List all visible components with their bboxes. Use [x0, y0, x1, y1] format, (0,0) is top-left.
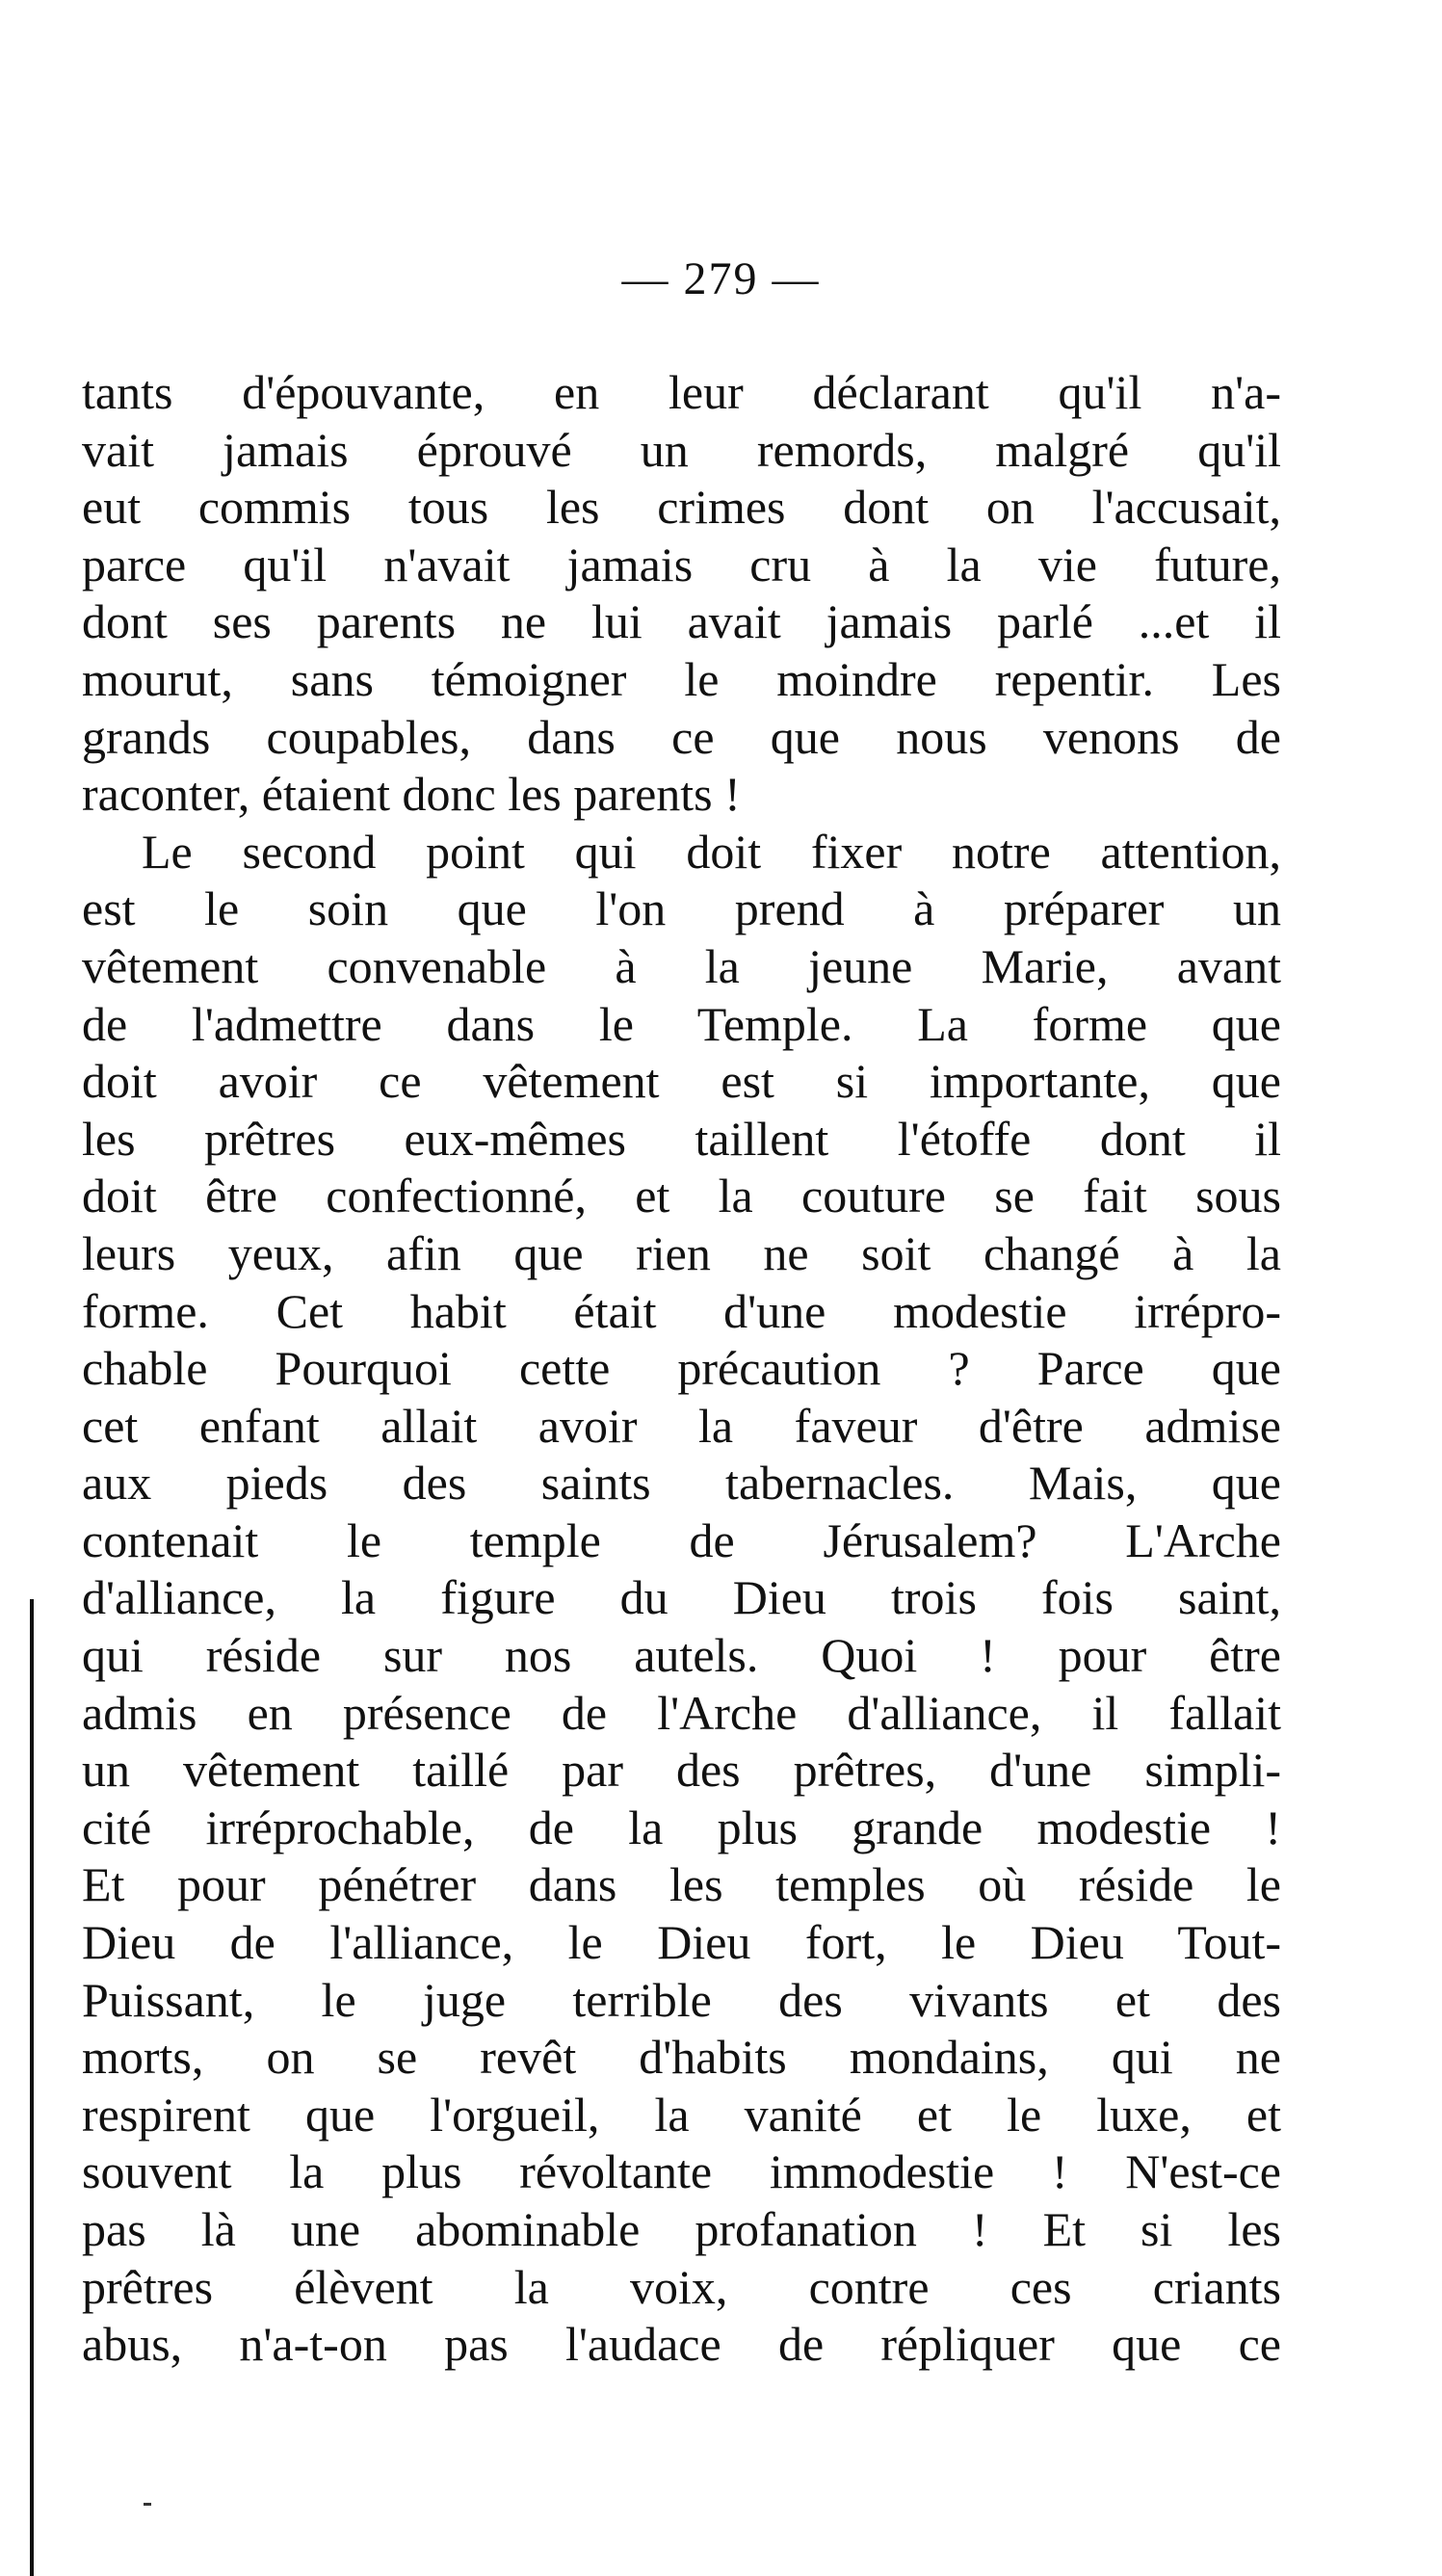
text-line: doit être confectionné, et la couture se fait sous [82, 1169, 1281, 1223]
text-line: pas là une abominable profanation ! Et si les [82, 2202, 1281, 2256]
text-line: cet enfant allait avoir la faveur d'être admise [82, 1398, 1281, 1453]
text-line: forme. Cet habit était d'une modestie irrépro- [82, 1283, 1281, 1338]
page-number: — 279 — [621, 253, 821, 304]
text-line: qui réside sur nos autels. Quoi ! pour être [82, 1628, 1281, 1683]
scan-speck [144, 2503, 151, 2506]
text-line: leurs yeux, afin que rien ne soit changé à la [82, 1225, 1281, 1280]
text-line: respirent que l'orgueil, la vanité et le luxe, et [82, 2087, 1281, 2142]
page-edge-rule [30, 1599, 34, 2576]
text-line: est le soin que l'on prend à préparer un [82, 881, 1281, 936]
text-line: souvent la plus révoltante immodestie ! N'est-ce [82, 2144, 1281, 2199]
text-line: les prêtres eux-mêmes taillent l'étoffe dont il [82, 1111, 1281, 1166]
text-line: vêtement convenable à la jeune Marie, avant [82, 938, 1281, 993]
text-line: Et pour pénétrer dans les temples où réside le [82, 1857, 1281, 1912]
text-line: dont ses parents ne lui avait jamais parlé ...et il [82, 594, 1281, 649]
text-line: cité irréprochable, de la plus grande modestie ! [82, 1800, 1281, 1854]
text-line: parce qu'il n'avait jamais cru à la vie future, [82, 537, 1281, 591]
text-line: Dieu de l'alliance, le Dieu fort, le Dieu Tout- [82, 1915, 1281, 1970]
text-line: doit avoir ce vêtement est si importante, que [82, 1054, 1281, 1109]
body-text [82, 364, 1281, 2374]
text-line: grands coupables, dans ce que nous venons de [82, 709, 1281, 764]
text-line: tants d'épouvante, en leur déclarant qu'il n'a- [82, 365, 1281, 419]
text-line: abus, n'a-t-on pas l'audace de répliquer que ce [82, 2317, 1281, 2372]
text-line: chable Pourquoi cette précaution ? Parce que [82, 1341, 1281, 1396]
paragraph-start-line: Le second point qui doit fixer notre attention, [142, 824, 1281, 879]
text-line: prêtres élèvent la voix, contre ces criants [82, 2259, 1281, 2314]
text-line: de l'admettre dans le Temple. La forme que [82, 996, 1281, 1051]
text-line: Puissant, le juge terrible des vivants et des [82, 1972, 1281, 2027]
text-line: un vêtement taillé par des prêtres, d'une simpli- [82, 1743, 1281, 1798]
text-line: morts, on se revêt d'habits mondains, qui ne [82, 2030, 1281, 2085]
text-line: mourut, sans témoigner le moindre repentir. Les [82, 651, 1281, 706]
text-line: vait jamais éprouvé un remords, malgré qu'il [82, 422, 1281, 477]
text-line: d'alliance, la figure du Dieu trois fois saint, [82, 1570, 1281, 1625]
text-line: admis en présence de l'Arche d'alliance, il fallait [82, 1685, 1281, 1740]
text-line: aux pieds des saints tabernacles. Mais, que [82, 1456, 1281, 1511]
text-line: eut commis tous les crimes dont on l'accusait, [82, 480, 1281, 535]
text-line: contenait le temple de Jérusalem? L'Arche [82, 1512, 1281, 1567]
text-line: raconter, étaient donc les parents ! [82, 767, 741, 822]
